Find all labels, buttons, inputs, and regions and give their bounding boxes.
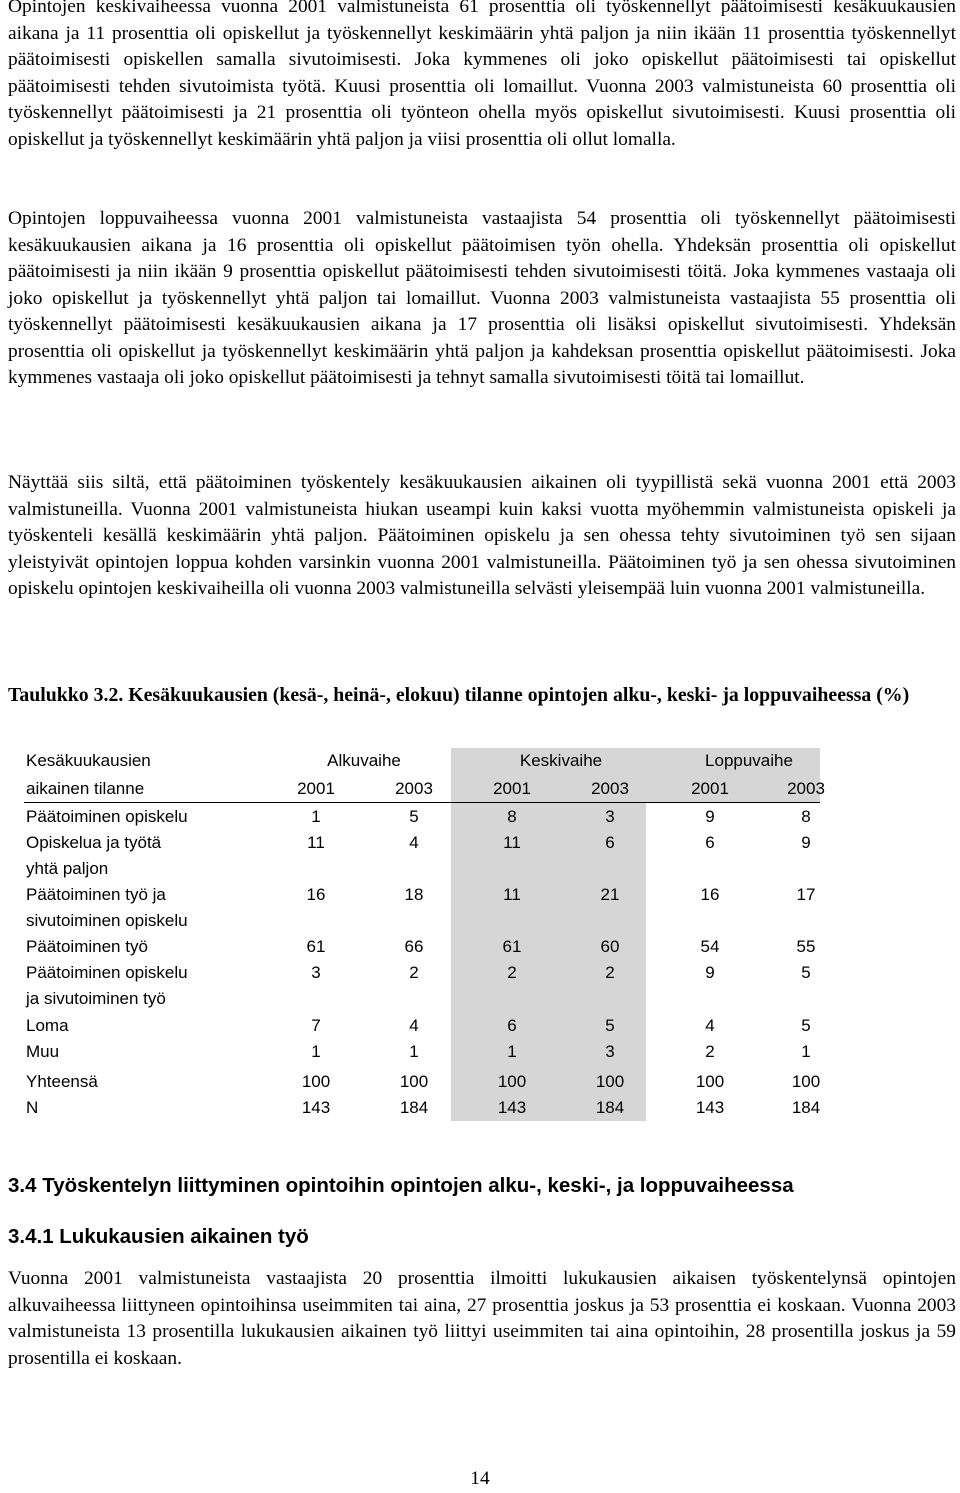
table-row-label: N <box>26 1098 39 1117</box>
table-cell: 8 <box>801 807 811 826</box>
table-header-year: 2001 <box>493 779 531 798</box>
table-cell: 9 <box>705 963 715 982</box>
table-row-label: Päätoiminen opiskelu <box>26 963 188 982</box>
table-cell: 5 <box>801 1016 811 1035</box>
table-cell: 1 <box>507 1042 517 1061</box>
table-header-group: Alkuvaihe <box>327 751 401 770</box>
table-cell: 6 <box>507 1016 517 1035</box>
table-cell: 54 <box>700 937 720 956</box>
table-row-label: Päätoiminen työ ja <box>26 885 166 904</box>
table-cell: 5 <box>409 807 419 826</box>
table-cell: 4 <box>409 833 419 852</box>
table-header-label: Kesäkuukausien <box>26 751 151 770</box>
table-row-label: sivutoiminen opiskelu <box>26 911 188 930</box>
table-cell: 16 <box>700 885 720 904</box>
table-cell: 143 <box>497 1098 527 1117</box>
table-row-label: Loma <box>26 1016 69 1035</box>
table-cell: 8 <box>507 807 517 826</box>
paragraph-summary: Näyttää siis siltä, että päätoiminen työskentely kesäkuukausien aikainen oli tyypillistä sekä vuonna 2001 että 2003 valmistuneilla. Vuonna 2001 valmistuneista hiukan useampi kuin kaksi vuotta myöhemmin valmistuneista opiskeli ja työskenteli kesällä keskimäärin yhtä paljon. Päätoiminen opiskelu ja sen ohessa tehty sivutoiminen työ sen sijaan yleistyivät opintojen loppua kohden varsinkin vuonna 2001 valmistuneilla. Päätoiminen työ ja sen ohessa sivutoiminen opiskelu opintojen keskivaiheilla oli vuonna 2003 valmistuneilla selvästi yleisempää luin vuonna 2001 valmistuneilla. <box>8 472 956 599</box>
paragraph-loppuvaihe: Opintojen loppuvaiheessa vuonna 2001 valmistuneista vastaajista 54 prosenttia oli työskennellyt päätoimisesti kesäkuukausien aikana ja 16 prosenttia oli opiskellut päätoimisen työn ohella. Yhdeksän prosenttia oli opiskellut päätoimisesti ja niin ikään 9 prosenttia opiskellut päätoimisesti tehden sivutoimisesti töitä. Joka kymmenes vastaaja oli joko opiskellut ja työskennellyt yhtä paljon tai lomaillut. Vuonna 2003 valmistuneista vastaajista 55 prosenttia oli työskennellyt päätoimisesti kesäkuukausien aikana ja 17 prosenttia oli lisäksi opiskellut sivutoimisesti. Yhdeksän prosenttia oli opiskellut ja työskennellyt keskimäärin yhtä paljon ja kahdeksan prosenttia opiskellut päätoimisesti. Joka kymmenes vastaaja oli joko opiskellut päätoimisesti ja tehnyt samalla sivutoimisesti töitä tai lomaillut. <box>8 208 956 388</box>
table-header-year: 2001 <box>297 779 335 798</box>
table-cell: 143 <box>301 1098 331 1117</box>
table-cell: 16 <box>306 885 326 904</box>
table-cell: 11 <box>307 833 325 852</box>
table-cell: 55 <box>796 937 816 956</box>
table-row-label: Päätoiminen työ <box>26 937 148 956</box>
table-header-group: Keskivaihe <box>519 751 603 770</box>
table-cell: 7 <box>311 1016 321 1035</box>
table-header-year: 2003 <box>787 779 825 798</box>
table-cell: 1 <box>409 1042 419 1061</box>
table-shade-keskivaihe <box>451 748 646 1121</box>
table-header-label: aikainen tilanne <box>26 779 145 798</box>
table-cell: 100 <box>399 1072 429 1091</box>
table-cell: 6 <box>605 833 615 852</box>
table-header-group: Loppuvaihe <box>705 751 793 770</box>
table-cell: 21 <box>600 885 620 904</box>
table-cell: 100 <box>695 1072 725 1091</box>
table-cell: 184 <box>399 1098 429 1117</box>
section-heading-3-4-1: 3.4.1 Lukukausien aikainen työ <box>8 1225 309 1248</box>
table-cell: 184 <box>791 1098 821 1117</box>
paragraph-keskivaihe: Opintojen keskivaiheessa vuonna 2001 valmistuneista 61 prosenttia oli työskennellyt päätoimisesti kesäkuukausien aikana ja 11 prosenttia oli opiskellut ja työskennellyt keskimäärin yhtä paljon ja niin ikään 11 prosenttia työskennellyt päätoimisesti opiskellen samalla sivutoimisesti. Joka kymmenes oli joko opiskellut päätoimisesti tai opiskellut päätoimisesti tehden sivutoimista työtä. Kuusi prosenttia oli lomaillut. Vuonna 2003 valmistuneista 60 prosenttia oli työskennellyt päätoimisesti ja 21 prosenttia oli työnteon ohella myös opiskellut sivutoimisesti. Kuusi prosenttia oli opiskellut ja työskennellyt keskimäärin yhtä paljon ja viisi prosenttia oli ollut lomalla. <box>8 0 956 150</box>
table-cell: 61 <box>306 937 326 956</box>
table-cell: 3 <box>605 1042 615 1061</box>
table-header-year: 2003 <box>591 779 629 798</box>
table-cell: 11 <box>503 885 521 904</box>
section-heading-3-4: 3.4 Työskentelyn liittyminen opintoihin opintojen alku-, keski-, ja loppuvaiheessa <box>8 1174 794 1197</box>
table-cell: 4 <box>705 1016 715 1035</box>
table-cell: 184 <box>595 1098 625 1117</box>
table-cell: 3 <box>605 807 615 826</box>
table-cell: 9 <box>801 833 811 852</box>
table-cell: 1 <box>311 1042 321 1061</box>
table-cell: 100 <box>301 1072 331 1091</box>
table-row-label: yhtä paljon <box>26 859 109 878</box>
table-cell: 6 <box>705 833 715 852</box>
table-cell: 5 <box>605 1016 615 1035</box>
table-cell: 60 <box>600 937 620 956</box>
page-number: 14 <box>470 1468 490 1489</box>
table-cell: 17 <box>796 885 816 904</box>
table-cell: 1 <box>311 807 321 826</box>
table-row-label: Opiskelua ja työtä <box>26 833 162 852</box>
table-cell: 2 <box>605 963 615 982</box>
table-cell: 66 <box>404 937 424 956</box>
table-row-label: Muu <box>26 1042 60 1061</box>
table-cell: 9 <box>705 807 715 826</box>
table-row-label: Päätoiminen opiskelu <box>26 807 188 826</box>
table-cell: 2 <box>507 963 517 982</box>
table-caption: Taulukko 3.2. Kesäkuukausien (kesä-, heinä-, elokuu) tilanne opintojen alku-, keski- ja loppuvaiheessa (%) <box>8 684 910 706</box>
table-cell: 11 <box>503 833 521 852</box>
table-cell: 143 <box>695 1098 725 1117</box>
table-cell: 5 <box>801 963 811 982</box>
table-row-label: ja sivutoiminen työ <box>26 989 166 1008</box>
table-row-label: Yhteensä <box>26 1072 98 1091</box>
table-header-year: 2003 <box>395 779 433 798</box>
table-cell: 100 <box>791 1072 821 1091</box>
table-cell: 3 <box>311 963 321 982</box>
table-header-year: 2001 <box>691 779 729 798</box>
table-cell: 100 <box>497 1072 527 1091</box>
table-cell: 1 <box>801 1042 811 1061</box>
table-cell: 18 <box>404 885 424 904</box>
table-cell: 2 <box>705 1042 715 1061</box>
paragraph-lukukausi: Vuonna 2001 valmistuneista vastaajista 20 prosenttia ilmoitti lukukausien aikaisen työskentelynsä opintojen alkuvaiheessa liittyneen opintoihinsa useimmiten tai aina, 27 prosenttia joskus ja 53 prosenttia ei koskaan. Vuonna 2003 valmistuneista 13 prosentilla lukukausien aikainen työ liittyi useimmiten tai aina opintoihin, 28 prosentilla joskus ja 59 prosentilla ei koskaan. <box>8 1268 956 1369</box>
table-header-rule <box>24 802 820 803</box>
table-cell: 4 <box>409 1016 419 1035</box>
table-cell: 61 <box>502 937 522 956</box>
table-cell: 2 <box>409 963 419 982</box>
table-cell: 100 <box>595 1072 625 1091</box>
